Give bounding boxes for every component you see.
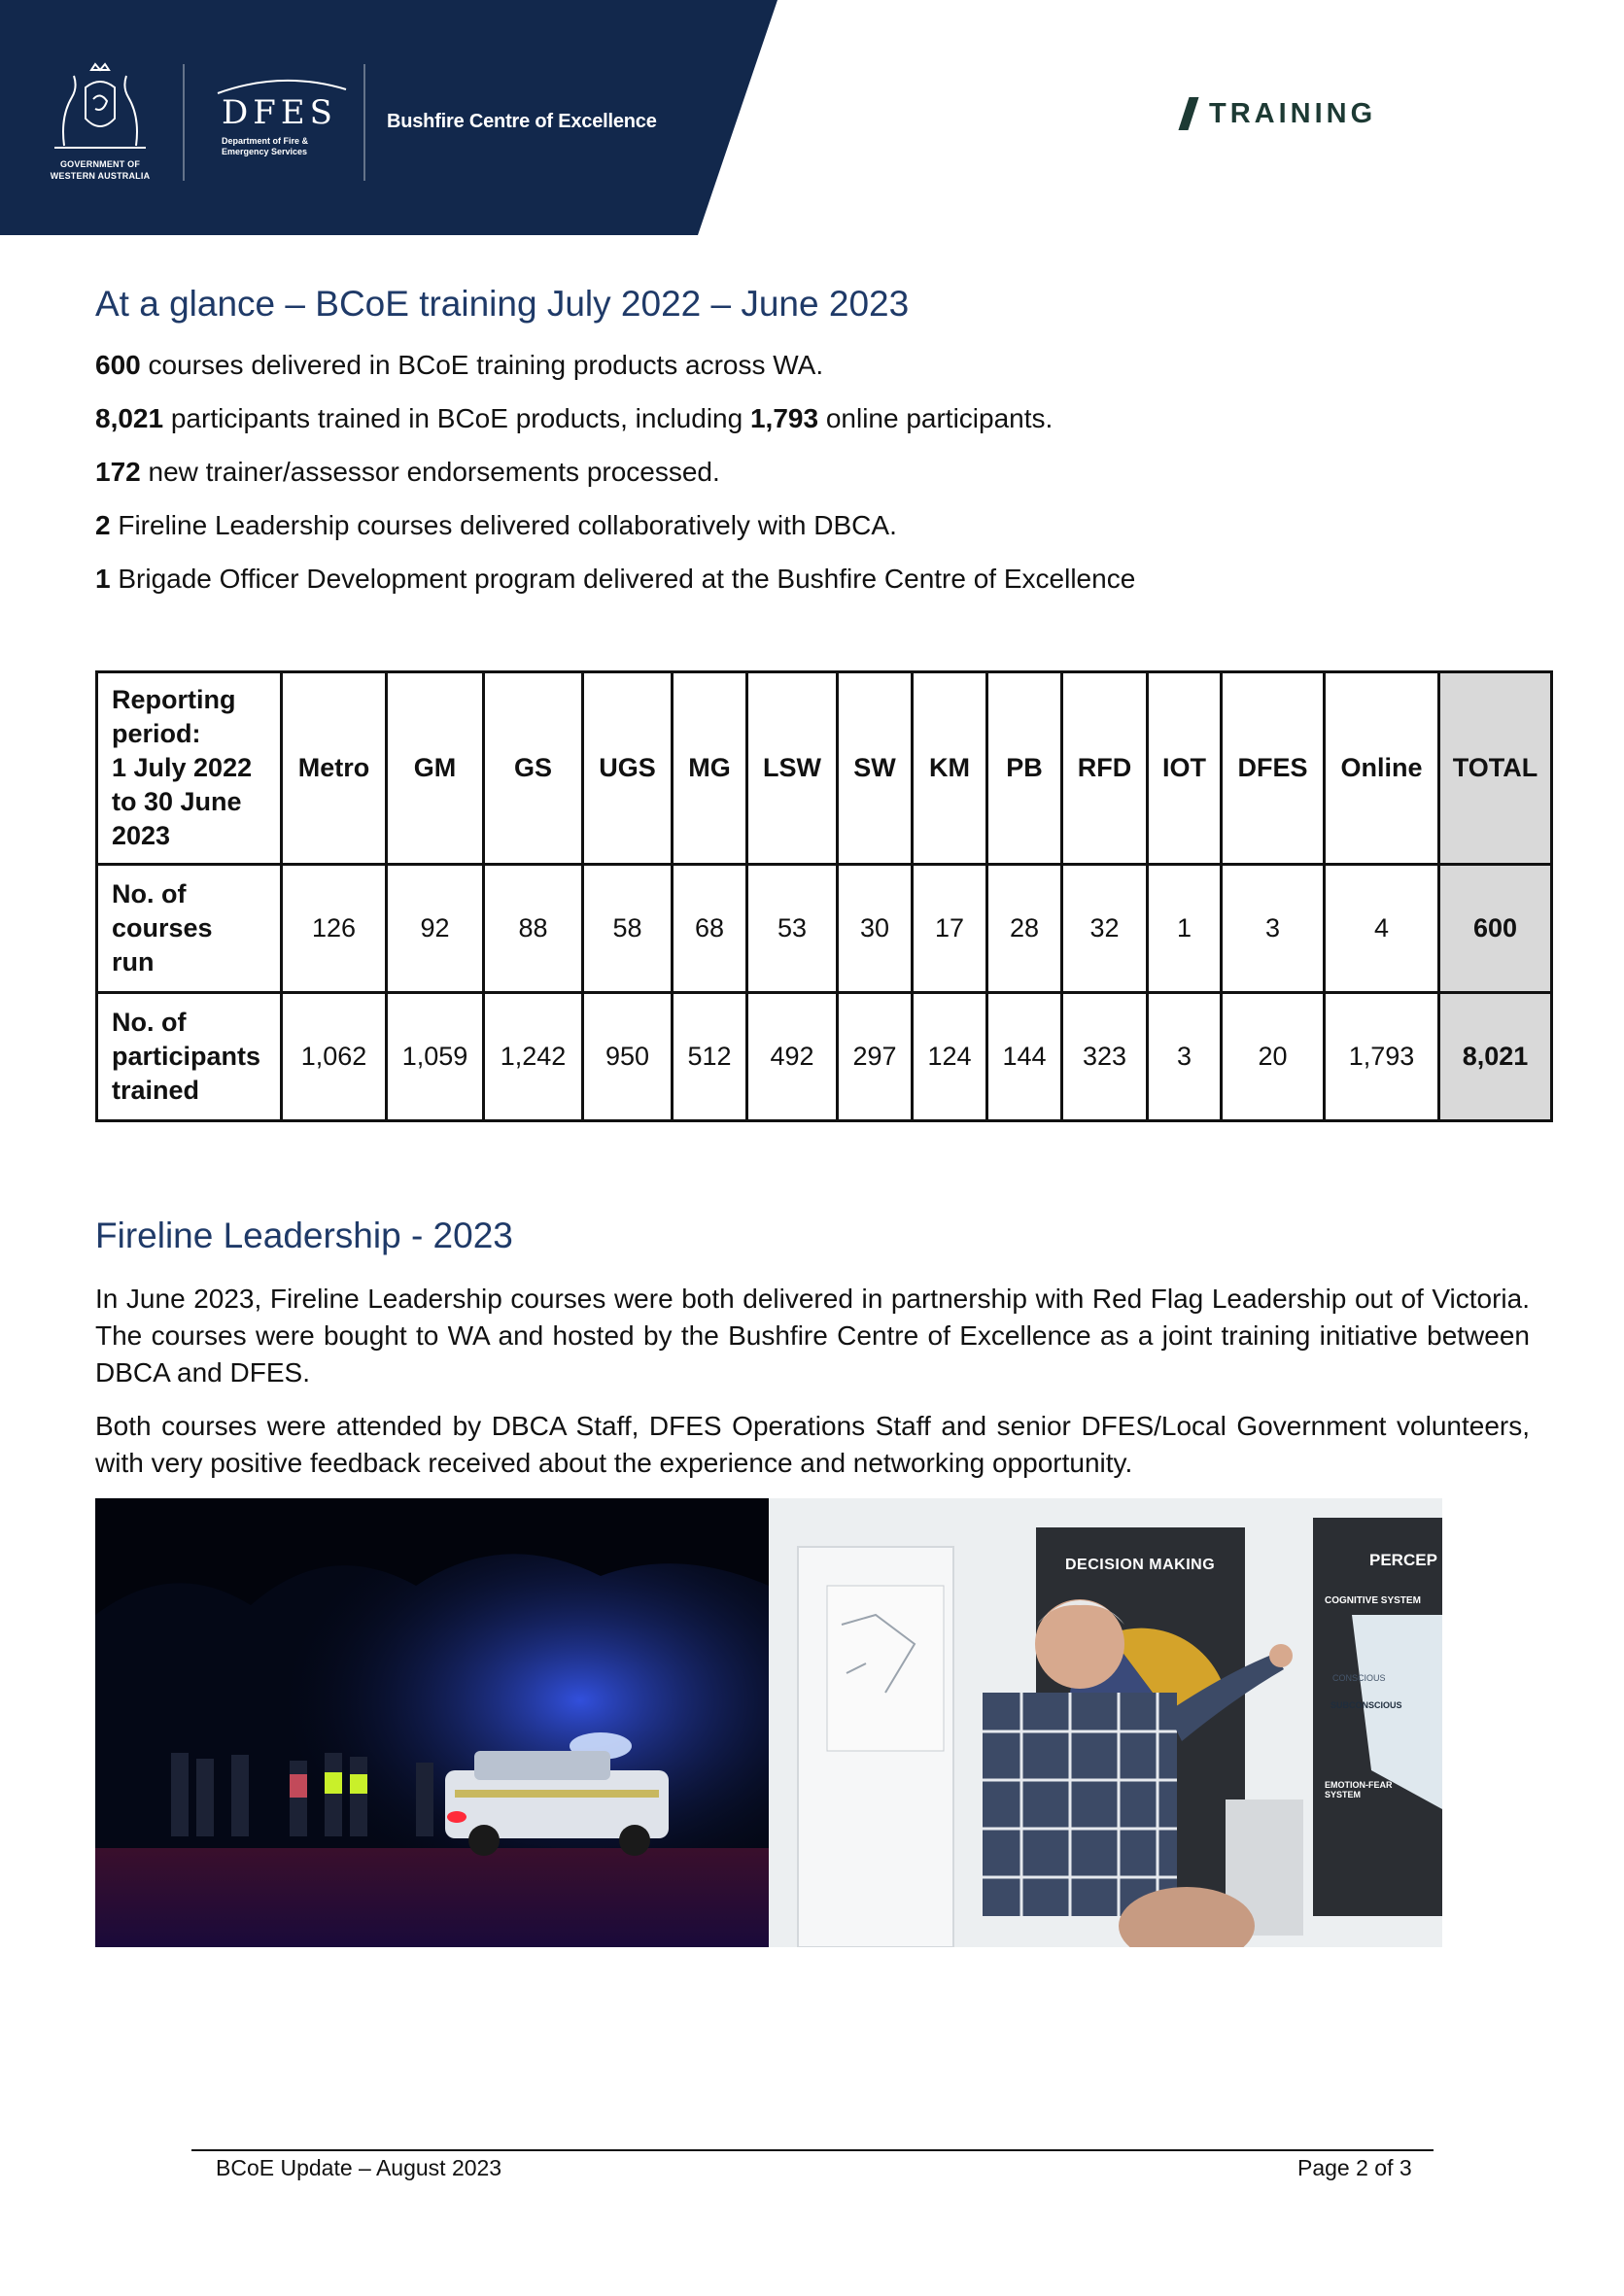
dfes-subtitle-line-2: Emergency Services bbox=[222, 147, 308, 156]
table-cell: 1 bbox=[1148, 865, 1222, 993]
table-cell: 4 bbox=[1325, 865, 1439, 993]
column-header: GM bbox=[387, 672, 484, 865]
table-cell: 30 bbox=[838, 865, 913, 993]
fireline-paragraph-1: In June 2023, Fireline Leadership courses were both delivered in partnership with Red Flag Leadership out of Victoria. The courses were bought to WA and hosted by the Bushfire Centre of Excellence as a joint training initiative between DBCA and DFES. bbox=[95, 1284, 1530, 1388]
table-cell: 1,242 bbox=[484, 993, 583, 1121]
coat-of-arms-icon bbox=[35, 58, 165, 155]
table-cell: 88 bbox=[484, 865, 583, 993]
stat-line bbox=[95, 457, 720, 488]
slash-icon bbox=[1178, 97, 1198, 130]
period-label-line: 2023 bbox=[112, 821, 171, 850]
dfes-logo bbox=[204, 76, 350, 163]
stat-value: 600 bbox=[95, 350, 141, 380]
column-header: PB bbox=[987, 672, 1062, 865]
stat-text: courses delivered in BCoE training products across WA. bbox=[140, 350, 824, 380]
stat-line bbox=[95, 564, 1135, 595]
column-header: Online bbox=[1325, 672, 1439, 865]
table-header-row bbox=[97, 672, 1552, 865]
table-cell: 1,793 bbox=[1325, 993, 1439, 1121]
row-label-line: run bbox=[112, 947, 155, 977]
header-divider bbox=[363, 64, 365, 181]
column-header: IOT bbox=[1148, 672, 1222, 865]
stat-value: 8,021 bbox=[95, 403, 164, 433]
table-cell: 53 bbox=[747, 865, 838, 993]
poster-title: DECISION MAKING bbox=[1065, 1557, 1216, 1573]
poster-item: EMOTION-FEAR SYSTEM bbox=[1325, 1780, 1393, 1799]
column-header: SW bbox=[838, 672, 913, 865]
total-column-header: TOTAL bbox=[1439, 672, 1552, 865]
row-label-cell bbox=[97, 993, 282, 1121]
stat-text: Brigade Officer Development program delivered at the Bushfire Centre of Excellence bbox=[110, 564, 1136, 594]
period-label-cell bbox=[97, 672, 282, 865]
total-cell: 8,021 bbox=[1439, 993, 1552, 1121]
footer-document-title: BCoE Update – August 2023 bbox=[216, 2155, 502, 2180]
poster-side-title: PERCEP bbox=[1369, 1551, 1437, 1569]
stat-value: 2 bbox=[95, 510, 111, 540]
stat-text: participants trained in BCoE products, including bbox=[163, 403, 750, 433]
period-label-line: period: bbox=[112, 719, 201, 748]
poster-item: CONSCIOUS bbox=[1332, 1673, 1386, 1683]
column-header: Metro bbox=[282, 672, 387, 865]
column-header: DFES bbox=[1222, 672, 1325, 865]
table-cell: 1,062 bbox=[282, 993, 387, 1121]
footer-page-number: Page 2 of 3 bbox=[1297, 2155, 1412, 2180]
column-header: RFD bbox=[1062, 672, 1148, 865]
period-label-line: to 30 June bbox=[112, 787, 242, 816]
header-divider bbox=[183, 64, 185, 181]
table-cell: 68 bbox=[673, 865, 747, 993]
wa-government-crest bbox=[35, 58, 165, 187]
table-cell: 144 bbox=[987, 993, 1062, 1121]
table-cell: 124 bbox=[913, 993, 987, 1121]
centre-name: Bushfire Centre of Excellence bbox=[387, 111, 657, 132]
stat-text: Fireline Leadership courses delivered collaboratively with DBCA. bbox=[110, 510, 897, 540]
row-label-line: participants bbox=[112, 1042, 261, 1071]
dfes-subtitle-line-1: Department of Fire & bbox=[222, 136, 309, 146]
stat-value: 172 bbox=[95, 457, 141, 487]
section-tag-label: TRAINING bbox=[1209, 97, 1377, 129]
row-label-line: No. of bbox=[112, 1008, 187, 1037]
table-cell: 28 bbox=[987, 865, 1062, 993]
stat-line bbox=[95, 403, 1053, 434]
fireline-paragraph-2: Both courses were attended by DBCA Staff, DFES Operations Staff and senior DFES/Local Government volunteers, with very positive feedback received about the experience and networking opportunity. bbox=[95, 1411, 1530, 1478]
poster-item: COGNITIVE SYSTEM bbox=[1325, 1595, 1421, 1606]
period-label-line: 1 July 2022 bbox=[112, 753, 253, 782]
stat-text: online participants. bbox=[818, 403, 1054, 433]
crest-caption-line-1: GOVERNMENT OF bbox=[59, 159, 141, 169]
table-cell: 297 bbox=[838, 993, 913, 1121]
column-header: UGS bbox=[583, 672, 673, 865]
classroom-photo bbox=[769, 1498, 1442, 1947]
column-header: LSW bbox=[747, 672, 838, 865]
row-label-cell bbox=[97, 865, 282, 993]
stat-text: new trainer/assessor endorsements processed. bbox=[140, 457, 720, 487]
table-cell: 92 bbox=[387, 865, 484, 993]
table-cell: 323 bbox=[1062, 993, 1148, 1121]
row-label-line: courses bbox=[112, 913, 213, 942]
glance-heading: At a glance – BCoE training July 2022 – June 2023 bbox=[95, 284, 910, 324]
footer-rule bbox=[191, 2149, 1434, 2151]
table-cell: 1,059 bbox=[387, 993, 484, 1121]
table-row-participants bbox=[97, 993, 1552, 1121]
table-cell: 3 bbox=[1148, 993, 1222, 1121]
table-row-courses bbox=[97, 865, 1552, 993]
fireline-heading: Fireline Leadership - 2023 bbox=[95, 1216, 513, 1255]
dfes-subtitle bbox=[222, 136, 308, 157]
total-cell: 600 bbox=[1439, 865, 1552, 993]
table-cell: 3 bbox=[1222, 865, 1325, 993]
table-cell: 32 bbox=[1062, 865, 1148, 993]
row-label-line: No. of bbox=[112, 879, 187, 908]
table-cell: 126 bbox=[282, 865, 387, 993]
table-cell: 17 bbox=[913, 865, 987, 993]
dfes-wordmark: DFES bbox=[222, 93, 337, 132]
poster-item: SUBCONSCIOUS bbox=[1330, 1700, 1402, 1710]
column-header: GS bbox=[484, 672, 583, 865]
table-cell: 58 bbox=[583, 865, 673, 993]
column-header: KM bbox=[913, 672, 987, 865]
night-exercise-illustration bbox=[95, 1498, 769, 1947]
night-exercise-photo bbox=[95, 1498, 769, 1947]
table-cell: 492 bbox=[747, 993, 838, 1121]
column-header: MG bbox=[673, 672, 747, 865]
period-label-line: Reporting bbox=[112, 685, 236, 714]
stat-line bbox=[95, 350, 823, 381]
stat-value: 1 bbox=[95, 564, 111, 594]
table-cell: 950 bbox=[583, 993, 673, 1121]
training-summary-table bbox=[95, 670, 1553, 1122]
table-cell: 20 bbox=[1222, 993, 1325, 1121]
stat-line bbox=[95, 510, 897, 541]
stat-value: 1,793 bbox=[749, 403, 819, 433]
section-tag bbox=[1184, 97, 1376, 130]
row-label-line: trained bbox=[112, 1076, 200, 1105]
table-cell: 512 bbox=[673, 993, 747, 1121]
crest-caption-line-2: WESTERN AUSTRALIA bbox=[50, 171, 151, 181]
